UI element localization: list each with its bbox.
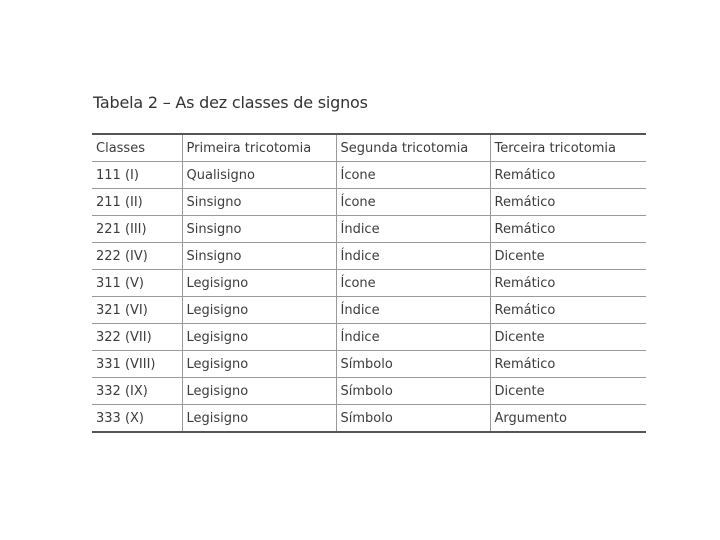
cell-segunda: Símbolo <box>336 405 490 433</box>
cell-terceira: Remático <box>490 189 646 216</box>
cell-primeira: Legisigno <box>182 270 336 297</box>
cell-terceira: Dicente <box>490 378 646 405</box>
header-primeira-tricotomia: Primeira tricotomia <box>182 134 336 162</box>
cell-primeira: Legisigno <box>182 324 336 351</box>
cell-primeira: Qualisigno <box>182 162 336 189</box>
table-row <box>92 405 646 433</box>
cell-terceira: Remático <box>490 351 646 378</box>
cell-class: 211 (II) <box>92 189 182 216</box>
cell-segunda: Símbolo <box>336 351 490 378</box>
cell-class: 221 (III) <box>92 216 182 243</box>
table-row <box>92 378 646 405</box>
sign-classes-table <box>92 133 646 433</box>
table-title: Tabela 2 – As dez classes de signos <box>93 93 368 112</box>
cell-terceira: Remático <box>490 162 646 189</box>
cell-primeira: Legisigno <box>182 351 336 378</box>
cell-class: 311 (V) <box>92 270 182 297</box>
table-row <box>92 270 646 297</box>
table-row <box>92 351 646 378</box>
header-classes: Classes <box>92 134 182 162</box>
cell-segunda: Índice <box>336 297 490 324</box>
table-row <box>92 189 646 216</box>
cell-class: 333 (X) <box>92 405 182 433</box>
cell-segunda: Ícone <box>336 270 490 297</box>
table-header-row <box>92 134 646 162</box>
table-row <box>92 243 646 270</box>
cell-class: 331 (VIII) <box>92 351 182 378</box>
cell-terceira: Remático <box>490 297 646 324</box>
table-row <box>92 216 646 243</box>
table-row <box>92 162 646 189</box>
header-terceira-tricotomia: Terceira tricotomia <box>490 134 646 162</box>
cell-terceira: Remático <box>490 216 646 243</box>
cell-class: 332 (IX) <box>92 378 182 405</box>
cell-segunda: Símbolo <box>336 378 490 405</box>
cell-primeira: Sinsigno <box>182 216 336 243</box>
cell-primeira: Legisigno <box>182 297 336 324</box>
cell-class: 111 (I) <box>92 162 182 189</box>
cell-primeira: Sinsigno <box>182 189 336 216</box>
cell-primeira: Legisigno <box>182 405 336 433</box>
cell-segunda: Ícone <box>336 162 490 189</box>
cell-segunda: Ícone <box>336 189 490 216</box>
cell-terceira: Dicente <box>490 324 646 351</box>
cell-segunda: Índice <box>336 216 490 243</box>
cell-class: 321 (VI) <box>92 297 182 324</box>
cell-primeira: Legisigno <box>182 378 336 405</box>
cell-primeira: Sinsigno <box>182 243 336 270</box>
cell-terceira: Dicente <box>490 243 646 270</box>
cell-terceira: Remático <box>490 270 646 297</box>
cell-segunda: Índice <box>336 324 490 351</box>
cell-class: 222 (IV) <box>92 243 182 270</box>
header-segunda-tricotomia: Segunda tricotomia <box>336 134 490 162</box>
table-row <box>92 324 646 351</box>
cell-terceira: Argumento <box>490 405 646 433</box>
cell-class: 322 (VII) <box>92 324 182 351</box>
table-row <box>92 297 646 324</box>
cell-segunda: Índice <box>336 243 490 270</box>
